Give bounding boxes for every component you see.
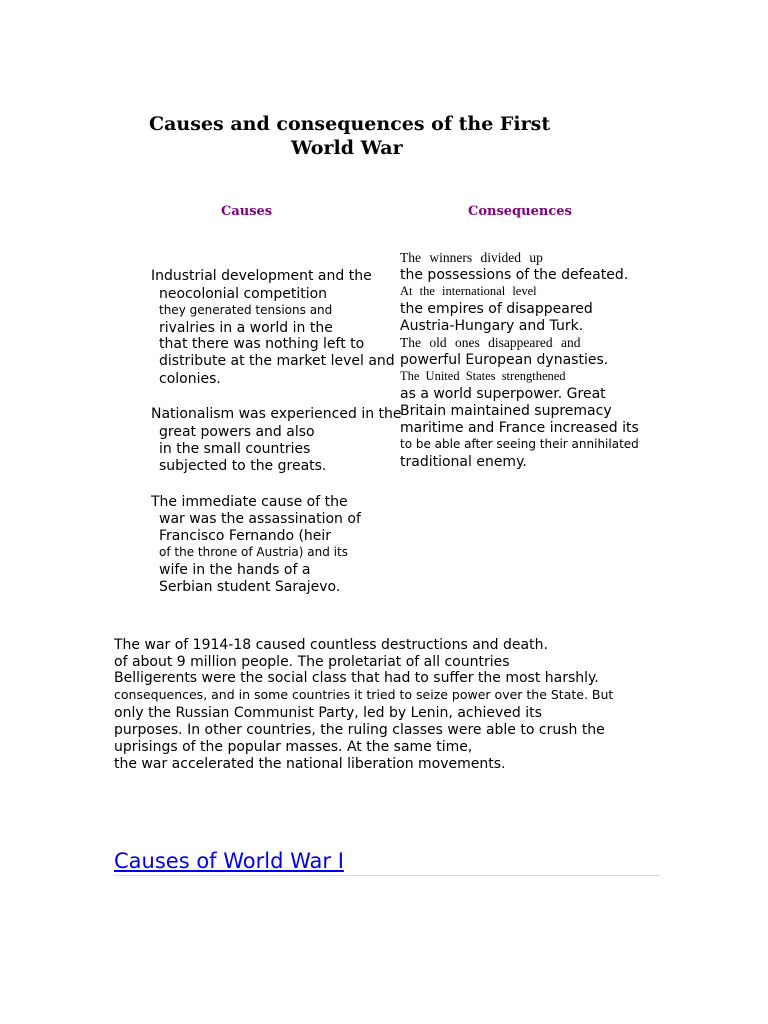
consequence-line-6: The old ones disappeared and (400, 335, 581, 350)
paragraph-line-8: the war accelerated the national liberation movements. (114, 756, 506, 772)
consequence-line-13: traditional enemy. (400, 454, 527, 470)
cause-2-line-1: Nationalism was experienced in the (151, 406, 402, 422)
consequence-line-10: Britain maintained supremacy (400, 403, 612, 419)
link-text: Causes of World War I (114, 849, 344, 873)
paragraph-line-4: consequences, and in some countries it tried to seize power over the State. But (114, 687, 614, 702)
cause-3-line-6: Serbian student Sarajevo. (159, 579, 341, 595)
cause-3-line-2: war was the assassination of (159, 511, 361, 527)
consequence-line-4: the empires of disappeared (400, 301, 593, 317)
paragraph-line-3: Belligerents were the social class that had to suffer the most harshly. (114, 670, 599, 686)
cause-3-line-3: Francisco Fernando (heir (159, 528, 332, 544)
horizontal-divider (114, 875, 661, 876)
cause-1-line-7: colonies. (159, 371, 221, 387)
consequence-line-7: powerful European dynasties. (400, 352, 609, 368)
paragraph-line-1: The war of 1914-18 caused countless destructions and death. (114, 637, 548, 653)
cause-1-line-5: that there was nothing left to (159, 336, 365, 352)
consequence-line-8: The United States strengthened (400, 369, 566, 383)
cause-1-line-2: neocolonial competition (159, 286, 328, 302)
consequence-line-5: Austria-Hungary and Turk. (400, 318, 584, 334)
paragraph-line-7: uprisings of the popular masses. At the same time, (114, 739, 473, 755)
cause-2-line-2: great powers and also (159, 424, 315, 440)
cause-1-line-1: Industrial development and the (151, 268, 372, 284)
consequence-line-2: the possessions of the defeated. (400, 267, 629, 283)
consequence-line-9: as a world superpower. Great (400, 386, 606, 402)
cause-1-line-4: rivalries in a world in the (159, 320, 333, 336)
paragraph-line-6: purposes. In other countries, the ruling classes were able to crush the (114, 722, 605, 738)
consequence-line-12: to be able after seeing their annihilated (400, 437, 639, 451)
consequence-line-11: maritime and France increased its (400, 420, 639, 436)
causes-heading: Causes (221, 204, 273, 219)
paragraph-line-2: of about 9 million people. The proletariat of all countries (114, 654, 510, 670)
cause-1-line-3: they generated tensions and (159, 303, 333, 317)
causes-of-world-war-i-link[interactable] (114, 849, 529, 873)
consequence-line-3: At the international level (400, 284, 537, 298)
cause-3-line-1: The immediate cause of the (151, 494, 348, 510)
cause-2-line-3: in the small countries (159, 441, 311, 457)
page-title-line-1: Causes and consequences of the First (149, 113, 551, 135)
cause-1-line-6: distribute at the market level and (159, 353, 395, 369)
consequence-line-1: The winners divided up (400, 250, 543, 265)
consequences-heading: Consequences (468, 204, 572, 219)
page-title-line-2: World War (291, 137, 403, 159)
paragraph-line-5: only the Russian Communist Party, led by Lenin, achieved its (114, 705, 542, 721)
cause-3-line-5: wife in the hands of a (159, 562, 311, 578)
cause-3-line-4: of the throne of Austria) and its (159, 545, 348, 559)
cause-2-line-4: subjected to the greats. (159, 458, 327, 474)
